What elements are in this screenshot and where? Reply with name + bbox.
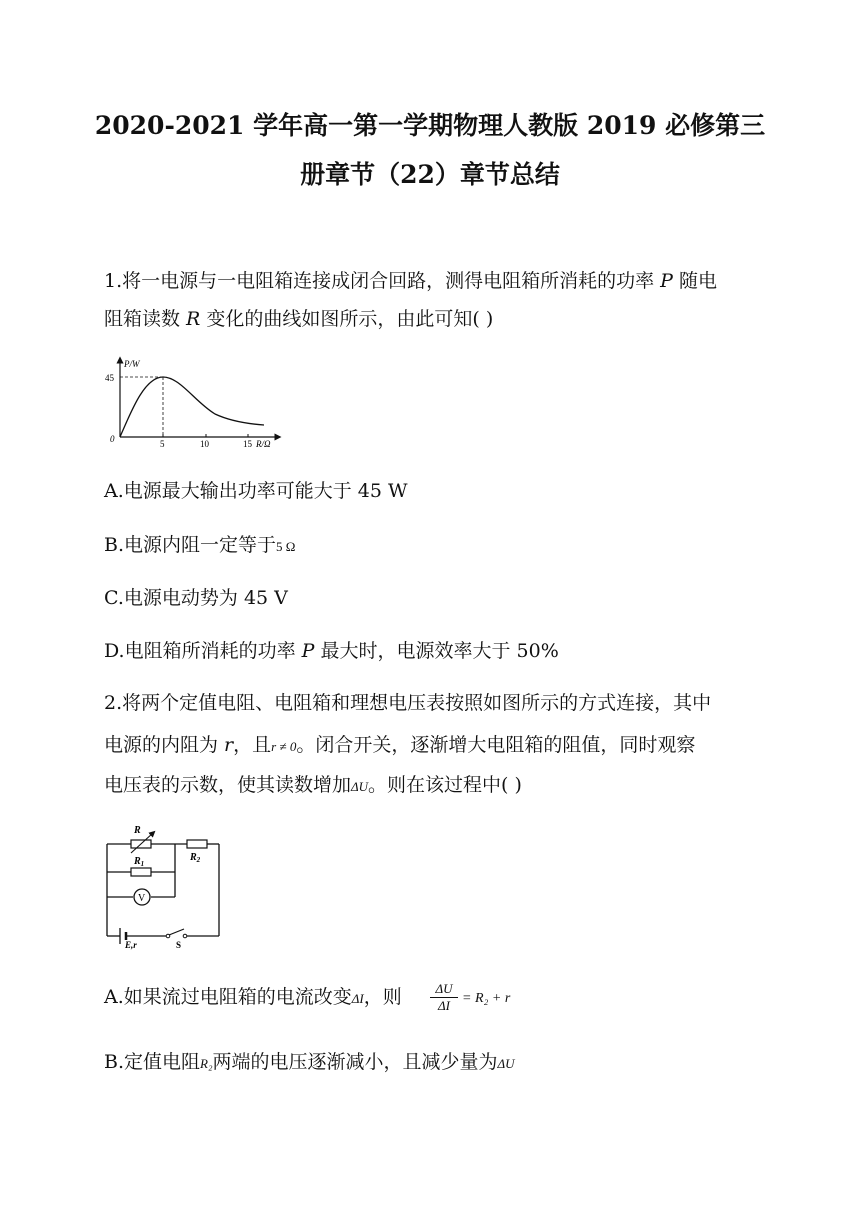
q2-option-b-text: B.定值电阻 (104, 1051, 201, 1073)
q1-option-b-math: 5 Ω (276, 539, 296, 554)
q2-stem-text: 。闭合开关，逐渐增大电阻箱的阻值，同时观察 (296, 734, 696, 756)
q1-option-d-text: 最大时，电源效率大于 50% (314, 640, 559, 662)
q1-power-resistance-graph (100, 354, 285, 454)
q2-math-r-neq-0: r ≠ 0 (271, 739, 297, 754)
q2-fraction (430, 982, 458, 1013)
switch-lever (169, 929, 184, 935)
q1-stem-text: 1.将一电源与一电阻箱连接成闭合回路，测得电阻箱所消耗的功率 (104, 270, 661, 292)
power-curve (120, 377, 264, 437)
x-tick-15: 15 (243, 439, 252, 449)
label-r2: $R_2$ (190, 852, 201, 864)
y-axis-label: P/W (124, 359, 140, 369)
x-tick-10: 10 (200, 439, 209, 449)
resistor-r2 (187, 840, 207, 848)
q2-circuit-diagram (100, 822, 230, 950)
q2-option-a-rhs: = R₂ + r (462, 991, 511, 1006)
label-source: E,r (125, 940, 137, 950)
q1-option-d-var: P (301, 640, 315, 662)
q2-math-delta-i: ΔI (351, 991, 364, 1006)
q2-math-delta-u: ΔU (351, 779, 369, 794)
q2-stem-text: 电压表的示数，使其读数增加 (104, 774, 352, 796)
label-r: R (134, 825, 141, 836)
q1-stem-text: 变化的曲线如图所示，由此可知( ) (200, 308, 494, 330)
q1-option-a: A.电源最大输出功率可能大于 45 W (104, 480, 408, 502)
q1-option-c: C.电源电动势为 45 V (104, 587, 288, 609)
q2-var-r: r (224, 734, 234, 756)
q2-math-delta-u: ΔU (497, 1056, 515, 1071)
q2-option-a-text: ，则 (363, 986, 402, 1008)
q2-stem-line-3 (104, 776, 522, 796)
voltmeter-label: V (138, 893, 146, 904)
y-tick-45: 45 (105, 373, 114, 383)
x-tick-5: 5 (160, 439, 165, 449)
label-r1: $R_1$ (134, 856, 145, 868)
origin-label: 0 (110, 434, 115, 444)
q2-stem-text: ，且 (233, 734, 272, 756)
x-axis-label: R/Ω (256, 439, 271, 449)
q1-option-b-text: B.电源内阻一定等于 (104, 534, 277, 556)
q2-option-b-text: 两端的电压逐渐减小，且减少量为 (212, 1051, 498, 1073)
q2-option-b (104, 1053, 515, 1073)
q1-var-p: P (660, 270, 673, 292)
q2-option-a (104, 988, 402, 1008)
q2-stem-text: 。则在该过程中( ) (368, 774, 522, 796)
q1-option-d (104, 642, 559, 661)
q1-var-r: R (186, 308, 201, 330)
q1-stem-line-2 (104, 310, 493, 329)
q1-option-d-text: D.电阻箱所消耗的功率 (104, 640, 302, 662)
q2-stem-line-2 (104, 736, 695, 756)
q2-math-r2: R₂ (200, 1056, 213, 1071)
page-title-line-2: 册章节（22）章节总结 (300, 160, 560, 189)
q1-option-b (104, 536, 295, 556)
q1-stem-text: 随电 (672, 270, 718, 292)
q2-option-a-text: A.如果流过电阻箱的电流改变 (104, 986, 352, 1008)
q1-stem-line-1 (104, 272, 717, 291)
q1-stem-text: 阻箱读数 (104, 308, 187, 330)
fraction-denominator: ΔI (438, 998, 450, 1013)
resistor-r1 (131, 868, 151, 876)
label-switch: S (176, 940, 182, 950)
fraction-numerator: ΔU (435, 981, 453, 996)
page-title-line-1: 2020-2021 学年高一第一学期物理人教版 2019 必修第三 (94, 111, 766, 140)
q2-stem-text: 电源的内阻为 (104, 734, 225, 756)
q2-stem-line-1: 2.将两个定值电阻、电阻箱和理想电压表按照如图所示的方式连接，其中 (104, 692, 712, 714)
